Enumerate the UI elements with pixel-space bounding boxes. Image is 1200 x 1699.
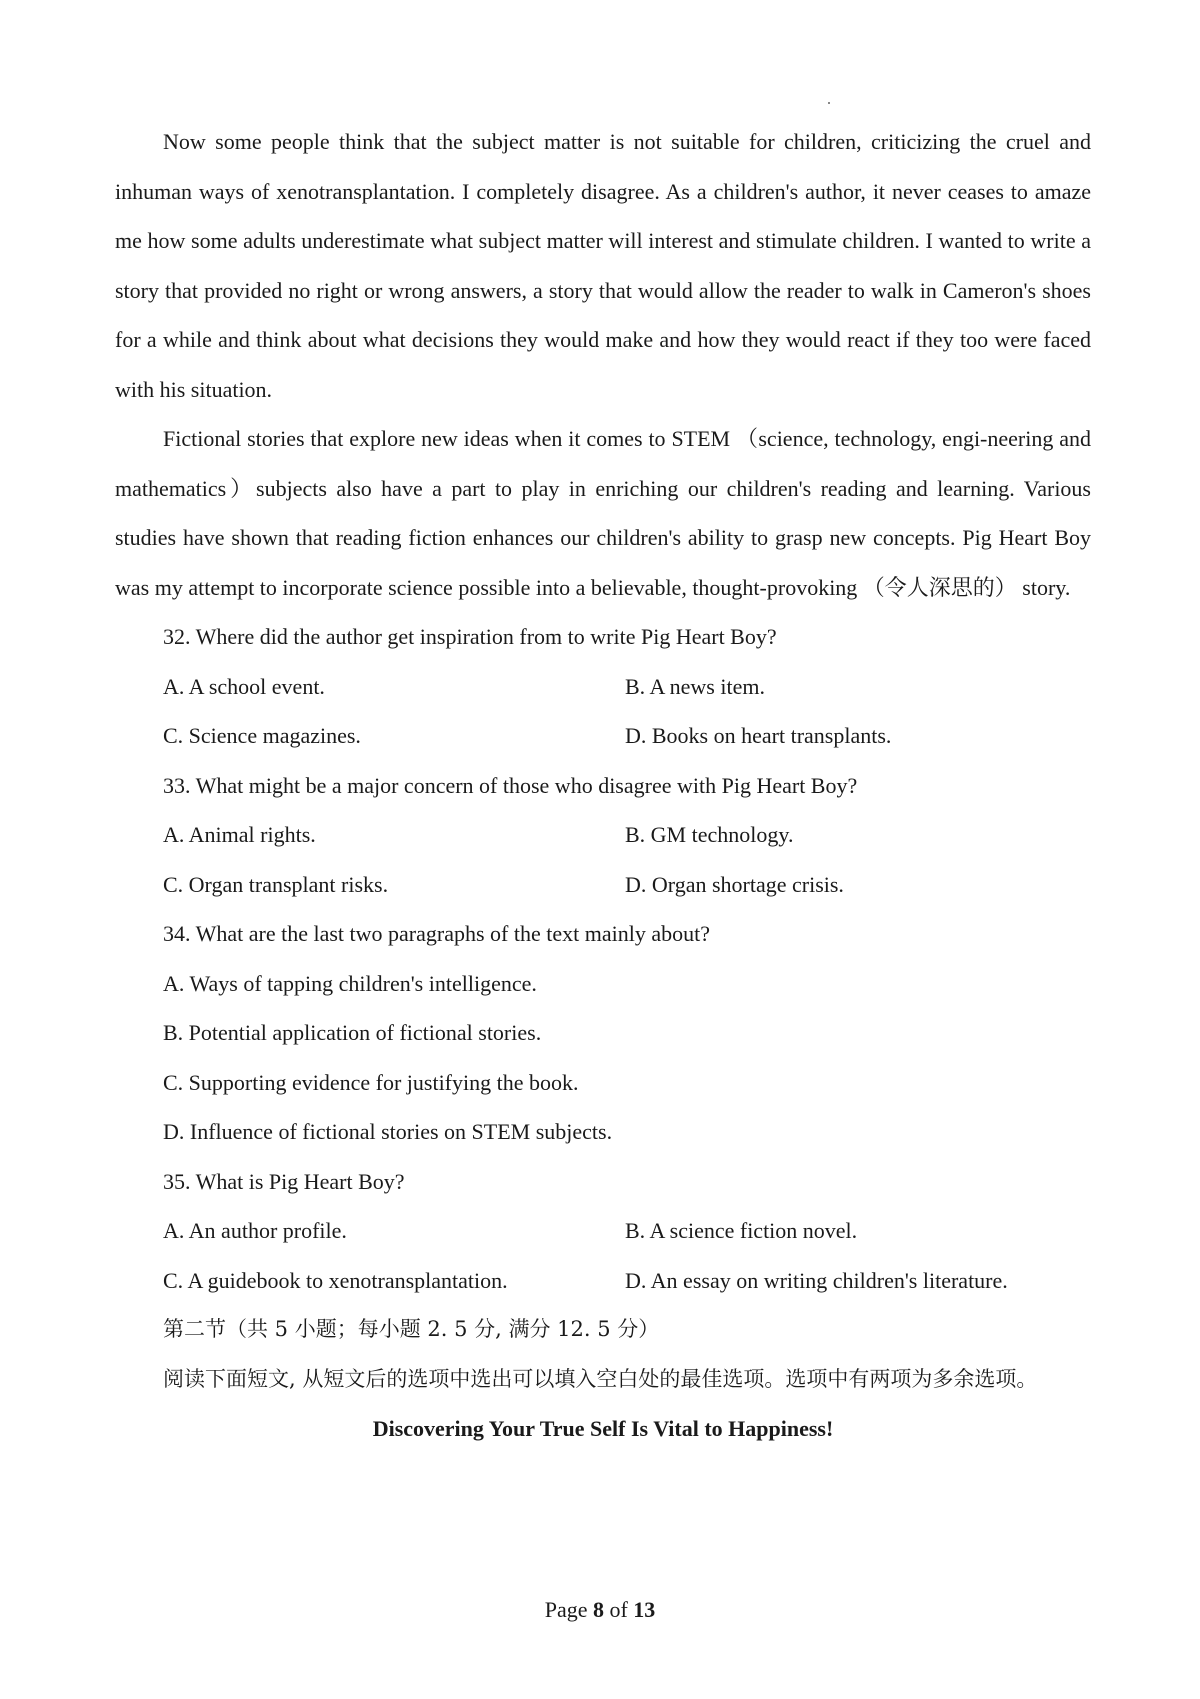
question-32-options-row-1 [115, 662, 1091, 712]
question-34-stem: 34. What are the last two paragraphs of the text mainly about? [163, 921, 710, 946]
option-35-d: D. An essay on writing children's literature. [625, 1267, 1008, 1293]
question-33-options-row-2 [115, 860, 1091, 910]
question-33-options-row-1 [115, 810, 1091, 860]
option-33-d: D. Organ shortage crisis. [625, 871, 844, 897]
question-32-options-row-2 [115, 711, 1091, 761]
question-35-options-row-1 [115, 1206, 1091, 1256]
question-35-stem: 35. What is Pig Heart Boy? [163, 1168, 405, 1194]
footer-middle: of [603, 1597, 634, 1622]
option-34-a: A. Ways of tapping children's intelligence. [163, 970, 537, 996]
question-32-stem: 32. Where did the author get inspiration from to write Pig Heart Boy? [163, 624, 777, 649]
passage-paragraph-2: Fictional stories that explore new ideas when it comes to STEM （science, technology, engi-neering and mathematics）subjects also have a part to play in enriching our children's reading and learning. Various studies have shown that reading fiction enhances our children's ability to grasp new concepts. Pig Heart Boy was my attempt to incorporate science possible into a believable, thought-provoking （令人深思的） story. [115, 426, 1091, 600]
exam-page [115, 117, 1091, 1454]
page-footer [0, 1597, 1200, 1623]
option-32-a: A. A school event. [163, 673, 325, 699]
option-35-c: C. A guidebook to xenotransplantation. [163, 1267, 508, 1293]
option-35-a: A. An author profile. [163, 1218, 347, 1243]
option-32-c: C. Science magazines. [163, 723, 361, 748]
footer-total-pages: 13 [633, 1597, 656, 1622]
section-2-instruction: 阅读下面短文, 从短文后的选项中选出可以填入空白处的最佳选项。选项中有两项为多余选项。 [163, 1366, 1038, 1391]
option-34-b: B. Potential application of fictional stories. [163, 1020, 542, 1045]
passage-title: Discovering Your True Self Is Vital to Happiness! [372, 1416, 834, 1441]
option-33-c: C. Organ transplant risks. [163, 871, 389, 897]
option-33-a: A. Animal rights. [163, 822, 316, 847]
footer-current-page: 8 [592, 1597, 604, 1622]
option-33-b: B. GM technology. [625, 822, 794, 847]
question-33-stem: 33. What might be a major concern of those who disagree with Pig Heart Boy? [163, 772, 858, 798]
option-34-c: C. Supporting evidence for justifying the book. [163, 1069, 579, 1095]
footer-prefix: Page [544, 1597, 593, 1622]
option-34-d: D. Influence of fictional stories on STEM subjects. [163, 1119, 613, 1144]
section-2-heading: 第二节（共 5 小题；每小题 2. 5 分, 满分 12. 5 分） [163, 1317, 660, 1341]
option-32-b: B. A news item. [625, 673, 765, 699]
option-32-d: D. Books on heart transplants. [625, 723, 892, 748]
scan-speck [828, 102, 830, 104]
passage-paragraph-1: Now some people think that the subject matter is not suitable for children, criticizing the cruel and inhuman ways of xenotransplantation. I completely disagree. As a children's author, it never ceases to amaze me how some adults underestimate what subject matter will interest and stimulate children. I wanted to write a story that provided no right or wrong answers, a story that would allow the reader to walk in Cameron's shoes for a while and think about what decisions they would make and how they would react if they too were faced with his situation. [115, 129, 1091, 402]
question-35-options-row-2 [115, 1256, 1091, 1306]
option-35-b: B. A science fiction novel. [625, 1218, 858, 1243]
